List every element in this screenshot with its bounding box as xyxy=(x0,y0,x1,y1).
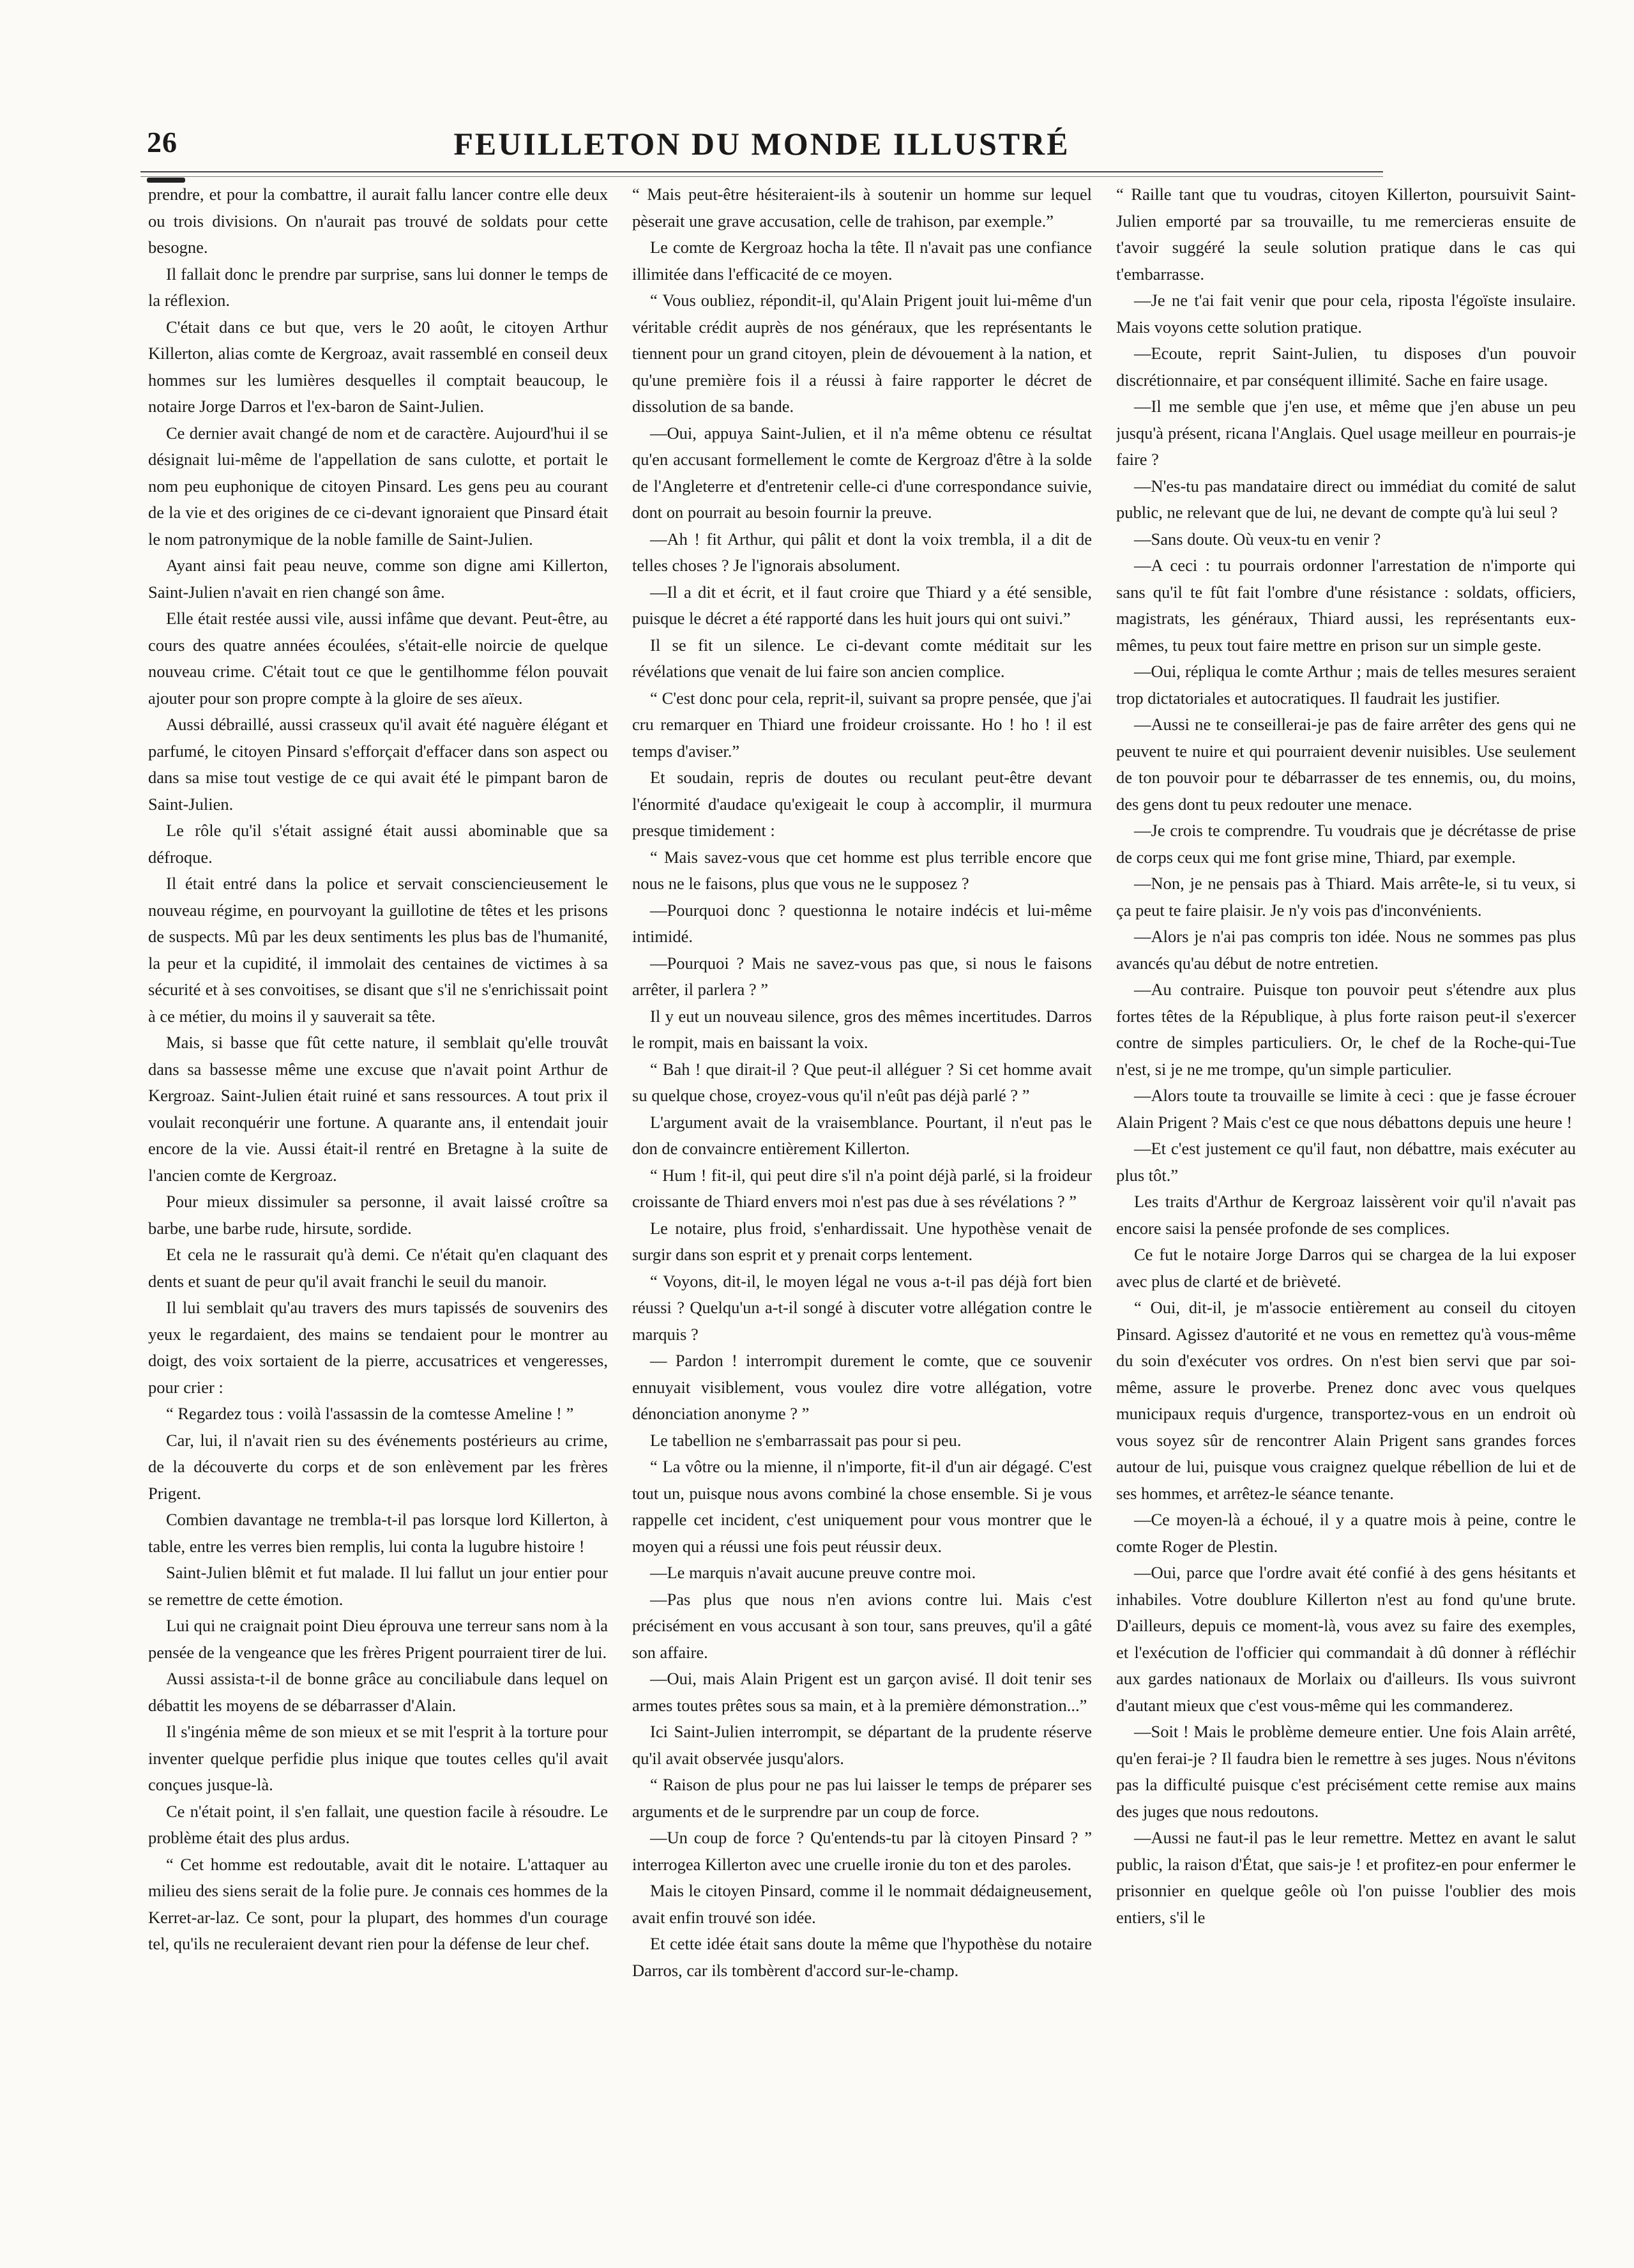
paragraph: Ce dernier avait changé de nom et de caractère. Aujourd'hui il se désignait lui-même de l'appellation de sans culotte, et portait le nom peu euphonique de citoyen Pinsard. Les gens peu au courant de la vie et des origines de ce ci-devant ignoraient que Pinsard était le nom patronymique de la noble famille de Saint-Julien. xyxy=(148,423,608,549)
paragraph: —Ah ! fit Arthur, qui pâlit et dont la voix trembla, il a dit de telles choses ? Je l'ignorais absolument. xyxy=(632,529,1092,575)
paragraph: Et soudain, repris de doutes ou reculant peut-être devant l'énormité d'audace qu'exigeait le coup à accomplir, il murmura presque timidement : xyxy=(632,768,1092,840)
paragraph: Il s'ingénia même de son mieux et se mit l'esprit à la torture pour inventer quelque perfidie plus inique que toutes celles qu'il avait conçues jusque-là. xyxy=(148,1722,608,1794)
paragraph: “ Mais peut-être hésiteraient-ils à soutenir un homme sur lequel pèserait une grave accusation, celle de trahison, par exemple.” xyxy=(632,185,1092,231)
paragraph: —N'es-tu pas mandataire direct ou immédiat du comité de salut public, ne relevant que de lui, ne devant de compte qu'à lui seul ? xyxy=(1116,476,1576,522)
paragraph: Et cette idée était sans doute la même que l'hypothèse du notaire Darros, car ils tombèrent d'accord sur-le-champ. xyxy=(632,1934,1092,1980)
paragraph: —Je ne t'ai fait venir que pour cela, riposta l'égoïste insulaire. Mais voyons cette solution pratique. xyxy=(1116,291,1576,337)
paragraph: “ Oui, dit-il, je m'associe entièrement au conseil du citoyen Pinsard. Agissez d'autorité et ne vous en remettez qu'à vous-même du soin d'exécuter vos ordres. On n'est bien servi que par soi-même, assure le proverbe. Prenez donc avec vous quelques municipaux requis d'urgence, transportez-vous en un endroit où vous soyez sûr de rencontrer Alain Prigent sans grandes forces autour de lui, puisque vous craignez quelque rébellion de lui et de ses hommes, et arrêtez-le séance tenante. xyxy=(1116,1298,1576,1503)
paragraph: Mais le citoyen Pinsard, comme il le nommait dédaigneusement, avait enfin trouvé son idée. xyxy=(632,1881,1092,1927)
page-header xyxy=(140,125,1383,170)
paragraph: —Il a dit et écrit, et il faut croire que Thiard y a été sensible, puisque le décret a été rapporté dans les huit jours qui ont suivi.” xyxy=(632,582,1092,628)
paragraph: —A ceci : tu pourrais ordonner l'arrestation de n'importe qui sans qu'il te fût fait l'ombre d'une résistance : soldats, officiers, magistrats, les généraux, Thiard aussi, les représentants eux-mêmes, tu peux tout faire mettre en prison sur un simple geste. xyxy=(1116,556,1576,655)
paragraph: “ Bah ! que dirait-il ? Que peut-il alléguer ? Si cet homme avait su quelque chose, croyez-vous qu'il n'eût pas déjà parlé ? ” xyxy=(632,1059,1092,1105)
text-columns xyxy=(148,181,1576,2129)
paragraph: —Aussi ne faut-il pas le leur remettre. Mettez en avant le salut public, la raison d'État, que sais-je ! et profitez-en pour enfermer le prisonnier en quelque geôle où l'on puisse l'oublier des mois entiers, s'il le xyxy=(1116,1828,1576,1927)
paragraph: —Un coup de force ? Qu'entends-tu par là citoyen Pinsard ? ” interrogea Killerton avec une cruelle ironie du ton et des paroles. xyxy=(632,1828,1092,1874)
paragraph: Pour mieux dissimuler sa personne, il avait laissé croître sa barbe, une barbe rude, hirsute, sordide. xyxy=(148,1192,608,1238)
paragraph: —Oui, mais Alain Prigent est un garçon avisé. Il doit tenir ses armes toutes prêtes sous sa main, et à la première démonstration...” xyxy=(632,1669,1092,1715)
column-middle xyxy=(632,181,1092,2129)
paragraph: “ Mais savez-vous que cet homme est plus terrible encore que nous ne le faisons, plus que vous ne le supposez ? xyxy=(632,847,1092,893)
paragraph: Il était entré dans la police et servait consciencieusement le nouveau régime, en pourvoyant la guillotine de têtes et les prisons de suspects. Mû par les deux sentiments les plus bas de l'humanité, la peur et la cupidité, il immolait des centaines de victimes à sa sécurité et à ses convoitises, se disant que s'il ne s'enrichissait point à ce métier, du moins il y sauverait sa tête. xyxy=(148,874,608,1026)
page-number: 26 xyxy=(147,126,178,158)
paragraph: —Oui, appuya Saint-Julien, et il n'a même obtenu ce résultat qu'en accusant formellement le comte de Kergroaz d'être à la solde de l'Angleterre et d'entretenir celle-ci d'une correspondance suivie, dont on pourrait au besoin fournir la preuve. xyxy=(632,423,1092,522)
paragraph: —Oui, répliqua le comte Arthur ; mais de telles mesures seraient trop dictatoriales et autocratiques. Il faudrait les justifier. xyxy=(1116,662,1576,708)
paragraph: —Pourquoi donc ? questionna le notaire indécis et lui-même intimidé. xyxy=(632,900,1092,946)
paragraph: Ce fut le notaire Jorge Darros qui se chargea de la lui exposer avec plus de clarté et de brièveté. xyxy=(1116,1245,1576,1291)
paragraph: “ Cet homme est redoutable, avait dit le notaire. L'attaquer au milieu des siens serait de la folie pure. Je connais ces hommes de la Kerret-ar-laz. Ce sont, pour la plupart, des hommes d'un courage tel, qu'ils ne reculeraient devant rien pour la défense de leur chef. xyxy=(148,1854,608,1953)
paragraph: Le comte de Kergroaz hocha la tête. Il n'avait pas une confiance illimitée dans l'efficacité de ce moyen. xyxy=(632,238,1092,284)
paragraph: —Il me semble que j'en use, et même que j'en abuse un peu jusqu'à présent, ricana l'Anglais. Quel usage meilleur en pourrais-je faire ? xyxy=(1116,397,1576,469)
paragraph: Le rôle qu'il s'était assigné était aussi abominable que sa défroque. xyxy=(148,821,608,867)
paragraph: —Ecoute, reprit Saint-Julien, tu disposes d'un pouvoir discrétionnaire, et par conséquent illimité. Sache en faire usage. xyxy=(1116,344,1576,390)
paragraph: Combien davantage ne trembla-t-il pas lorsque lord Killerton, à table, entre les verres bien remplis, lui conta la lugubre histoire ! xyxy=(148,1510,608,1556)
paragraph: prendre, et pour la combattre, il aurait fallu lancer contre elle deux ou trois divisions. On n'aurait pas trouvé de soldats pour cette besogne. xyxy=(148,185,608,257)
paragraph: “ C'est donc pour cela, reprit-il, suivant sa propre pensée, que j'ai cru remarquer en Thiard une froideur croissante. Ho ! ho ! il est temps d'aviser.” xyxy=(632,688,1092,761)
paragraph: Saint-Julien blêmit et fut malade. Il lui fallut un jour entier pour se remettre de cette émotion. xyxy=(148,1563,608,1609)
paragraph: —Pourquoi ? Mais ne savez-vous pas que, si nous le faisons arrêter, il parlera ? ” xyxy=(632,953,1092,999)
paragraph: —Sans doute. Où veux-tu en venir ? xyxy=(1134,529,1381,549)
paragraph: “ Raille tant que tu voudras, citoyen Killerton, poursuivit Saint-Julien emporté par sa trouvaille, tu me remercieras ensuite de t'avoir suggéré la seule solution pratique dans le cas qui t'embarrasse. xyxy=(1116,185,1576,284)
paragraph: —Et c'est justement ce qu'il faut, non débattre, mais exécuter au plus tôt.” xyxy=(1116,1139,1576,1185)
paragraph: Mais, si basse que fût cette nature, il semblait qu'elle trouvât dans sa bassesse même une excuse que n'avait point Arthur de Kergroaz. Saint-Julien était ruiné et sans ressources. A tout prix il voulait reconquérir une fortune. A quarante ans, il entendait jouir encore de la vie. Aussi était-il rentré en Bretagne à la suite de l'ancien comte de Kergroaz. xyxy=(148,1033,608,1185)
paragraph: Les traits d'Arthur de Kergroaz laissèrent voir qu'il n'avait pas encore saisi la pensée profonde de ses complices. xyxy=(1116,1192,1576,1238)
paragraph: “ La vôtre ou la mienne, il n'importe, fit-il d'un air dégagé. C'est tout un, puisque nous avons combiné la chose ensemble. Si je vous rappelle cet incident, c'est uniquement pour vous montrer que le moyen qui a réussi une fois peut réussir deux. xyxy=(632,1457,1092,1556)
paragraph: Lui qui ne craignait point Dieu éprouva une terreur sans nom à la pensée de la vengeance que les frères Prigent pourraient tirer de lui. xyxy=(148,1616,608,1662)
paragraph: —Soit ! Mais le problème demeure entier. Une fois Alain arrêté, qu'en ferai-je ? Il faudra bien le remettre à ses juges. Nous n'évitons pas la difficulté puisque c'est précisément cette remise aux mains des juges que nous redoutons. xyxy=(1116,1722,1576,1821)
paragraph: Il lui semblait qu'au travers des murs tapissés de souvenirs des yeux le regardaient, des mains se tendaient pour le montrer au doigt, des voix sortaient de la pierre, accusatrices et vengeresses, pour crier : xyxy=(148,1298,608,1397)
paragraph: Aussi assista-t-il de bonne grâce au conciliabule dans lequel on débattit les moyens de se débarrasser d'Alain. xyxy=(148,1669,608,1715)
paragraph: Il y eut un nouveau silence, gros des mêmes incertitudes. Darros le rompit, mais en baissant la voix. xyxy=(632,1006,1092,1052)
paragraph: “ Vous oubliez, répondit-il, qu'Alain Prigent jouit lui-même d'un véritable crédit auprès de nos généraux, que les représentants le tiennent pour un grand citoyen, plein de dévouement à la nation, et qu'une première fois il a réussi à faire rapporter le décret de dissolution de sa bande. xyxy=(632,291,1092,416)
paragraph: “ Raison de plus pour ne pas lui laisser le temps de préparer ses arguments et de le surprendre par un coup de force. xyxy=(632,1775,1092,1821)
paragraph: Ayant ainsi fait peau neuve, comme son digne ami Killerton, Saint-Julien n'avait en rien changé son âme. xyxy=(148,556,608,602)
column-right xyxy=(1116,181,1576,2129)
paragraph: —Au contraire. Puisque ton pouvoir peut s'étendre aux plus fortes têtes de la République, à plus forte raison peut-il s'exercer contre de simples particuliers. Or, le chef de la Roche-qui-Tue n'est, si je ne me trompe, qu'un simple particulier. xyxy=(1116,980,1576,1079)
header-rule xyxy=(140,171,1383,177)
paragraph: —Alors toute ta trouvaille se limite à ceci : que je fasse écrouer Alain Prigent ? Mais c'est ce que nous débattons depuis une heure ! xyxy=(1116,1086,1576,1132)
paragraph: Il se fit un silence. Le ci-devant comte méditait sur les révélations que venait de lui faire son ancien complice. xyxy=(632,635,1092,681)
paragraph: —Alors je n'ai pas compris ton idée. Nous ne sommes pas plus avancés qu'au début de notre entretien. xyxy=(1116,927,1576,973)
paragraph: C'était dans ce but que, vers le 20 août, le citoyen Arthur Killerton, alias comte de Kergroaz, avait rassemblé en conseil deux hommes sur les lumières desquelles il comptait beaucoup, le notaire Jorge Darros et l'ex-baron de Saint-Julien. xyxy=(148,317,608,416)
paragraph: —Aussi ne te conseillerai-je pas de faire arrêter des gens qui ne peuvent te nuire et qui pourraient devenir nuisibles. Use seulement de ton pouvoir pour te débarrasser de tes ennemis, ou, du moins, des gens dont tu peux redouter une menace. xyxy=(1116,715,1576,814)
paragraph: —Non, je ne pensais pas à Thiard. Mais arrête-le, si tu veux, si ça peut te faire plaisir. Je n'y vois pas d'inconvénients. xyxy=(1116,874,1576,920)
paragraph: —Pas plus que nous n'en avions contre lui. Mais c'est précisément en vous accusant à son tour, sans preuves, qu'il a gâté son affaire. xyxy=(632,1589,1092,1662)
paragraph: Le notaire, plus froid, s'enhardissait. Une hypothèse venait de surgir dans son esprit et y prenait corps lentement. xyxy=(632,1218,1092,1264)
paragraph: Ici Saint-Julien interrompit, se départant de la prudente réserve qu'il avait observée jusqu'alors. xyxy=(632,1722,1092,1768)
paragraph: Il fallait donc le prendre par surprise, sans lui donner le temps de la réflexion. xyxy=(148,264,608,310)
paragraph: Le tabellion ne s'embarrassait pas pour si peu. xyxy=(650,1430,962,1450)
column-left xyxy=(148,181,608,2129)
paragraph: — Pardon ! interrompit durement le comte, que ce souvenir ennuyait visiblement, vous voulez dire votre allégation, votre dénonciation anonyme ? ” xyxy=(632,1351,1092,1423)
paragraph: “ Hum ! fit-il, qui peut dire s'il n'a point déjà parlé, si la froideur croissante de Thiard envers moi n'est pas due à ses révélations ? ” xyxy=(632,1165,1092,1211)
paragraph: Car, lui, il n'avait rien su des événements postérieurs au crime, de la découverte du corps et de son enlèvement par les frères Prigent. xyxy=(148,1430,608,1503)
paragraph: —Je crois te comprendre. Tu voudrais que je décrétasse de prise de corps ceux qui me font grise mine, Thiard, par exemple. xyxy=(1116,821,1576,867)
paragraph: —Le marquis n'avait aucune preuve contre moi. xyxy=(650,1563,976,1582)
running-title: FEUILLETON DU MONDE ILLUSTRÉ xyxy=(453,126,1070,162)
paragraph: “ Voyons, dit-il, le moyen légal ne vous a-t-il pas déjà fort bien réussi ? Quelqu'un a-t-il songé à discuter votre allégation contre le marquis ? xyxy=(632,1271,1092,1344)
paragraph: Ce n'était point, il s'en fallait, une question facile à résoudre. Le problème était des plus ardus. xyxy=(148,1801,608,1847)
paragraph: Elle était restée aussi vile, aussi infâme que devant. Peut-être, au cours des quatre années écoulées, s'était-elle noircie de quelque nouveau crime. C'était tout ce que le gentilhomme félon pouvait ajouter pour son propre compte à la gloire de ses aïeux. xyxy=(148,609,608,708)
paragraph: Et cela ne le rassurait qu'à demi. Ce n'était qu'en claquant des dents et suant de peur qu'il avait franchi le seuil du manoir. xyxy=(148,1245,608,1291)
paragraph: L'argument avait de la vraisemblance. Pourtant, il n'eut pas le don de convaincre entièrement Killerton. xyxy=(632,1112,1092,1158)
paragraph: —Oui, parce que l'ordre avait été confié à des gens hésitants et inhabiles. Votre doublure Killerton n'est au fond qu'une brute. D'ailleurs, depuis ce moment-là, vous avez su faire des exemples, et l'exécution de l'officier qui commandait à dû donner à réfléchir aux gardes nationaux de Morlaix ou d'ailleurs. Ils vous suivront d'autant mieux que c'est vous-même qui les commanderez. xyxy=(1116,1563,1576,1715)
paragraph: “ Regardez tous : voilà l'assassin de la comtesse Ameline ! ” xyxy=(166,1404,574,1423)
paragraph: —Ce moyen-là a échoué, il y a quatre mois à peine, contre le comte Roger de Plestin. xyxy=(1116,1510,1576,1556)
paragraph: Aussi débraillé, aussi crasseux qu'il avait été naguère élégant et parfumé, le citoyen Pinsard s'efforçait d'effacer dans son aspect ou dans sa mise tout vestige de ce qui avait été le pimpant baron de Saint-Julien. xyxy=(148,715,608,814)
